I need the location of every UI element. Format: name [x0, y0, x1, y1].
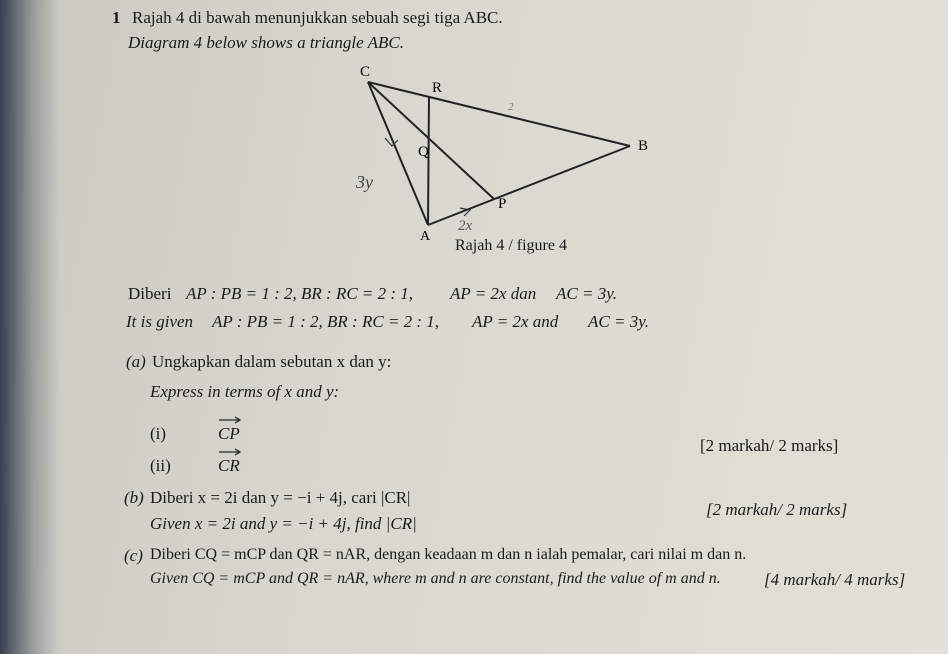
given-ratios-ms: AP : PB = 1 : 2, BR : RC = 2 : 1,	[186, 284, 414, 303]
handwriting-2: 2	[508, 101, 514, 113]
label-c: C	[360, 64, 371, 80]
part-a-label: (a)	[126, 352, 146, 371]
question-number: 1	[112, 8, 121, 27]
part-c-malay: Diberi CQ = mCP dan QR = nAR, dengan keadaan m dan n ialah pemalar, cari nilai m dan n.	[150, 546, 747, 563]
label-p: P	[498, 196, 507, 212]
given-ap-en: AP = 2x and	[472, 312, 559, 331]
vector-arrow-icon	[218, 448, 242, 456]
part-a-english: Express in terms of x and y:	[150, 382, 340, 401]
label-r: R	[432, 80, 443, 96]
part-b-marks: [2 markah/ 2 marks]	[706, 500, 848, 519]
given-ac-ms: AC = 3y.	[556, 284, 618, 303]
label-b: B	[638, 138, 649, 154]
intro-english: Diagram 4 below shows a triangle ABC.	[128, 33, 404, 52]
part-c-marks: [4 markah/ 4 marks]	[764, 570, 906, 589]
given-ratios-en: AP : PB = 1 : 2, BR : RC = 2 : 1,	[212, 312, 440, 331]
given-ms-prefix: Diberi	[128, 284, 172, 303]
part-a-marks: [2 markah/ 2 marks]	[700, 436, 839, 455]
label-q: Q	[418, 144, 429, 160]
part-a-i-label: (i)	[150, 424, 167, 443]
handwriting-2x: 2x	[458, 218, 473, 234]
side-ba	[428, 146, 630, 225]
part-b-label: (b)	[124, 488, 144, 507]
part-c-label: (c)	[124, 546, 143, 565]
part-c-english: Given CQ = mCP and QR = nAR, where m and n are constant, find the value of m and n.	[150, 570, 721, 587]
intro-malay: Rajah 4 di bawah menunjukkan sebuah segi tiga ABC.	[132, 8, 503, 27]
part-b-english: Given x = 2i and y = −i + 4j, find |CR|	[150, 514, 417, 533]
given-ac-en: AC = 3y.	[588, 312, 650, 331]
part-b-malay: Diberi x = 2i dan y = −i + 4j, cari |CR|	[150, 488, 411, 507]
side-cb	[368, 82, 630, 146]
vector-cr-text: CR	[218, 456, 240, 475]
part-a-ii-label: (ii)	[150, 456, 171, 475]
vector-cp-text: CP	[218, 424, 240, 443]
page-edge-shadow	[0, 0, 60, 654]
label-a: A	[420, 229, 431, 244]
triangle-diagram	[330, 60, 670, 260]
vector-arrow-icon	[218, 416, 242, 424]
diagram-caption: Rajah 4 / figure 4	[455, 237, 567, 254]
part-a-malay: Ungkapkan dalam sebutan x dan y:	[152, 352, 392, 371]
given-ap-ms: AP = 2x dan	[450, 284, 537, 303]
handwriting-3y: 3y	[356, 172, 373, 192]
given-en-prefix: It is given	[126, 312, 194, 331]
line-ar	[428, 96, 429, 225]
